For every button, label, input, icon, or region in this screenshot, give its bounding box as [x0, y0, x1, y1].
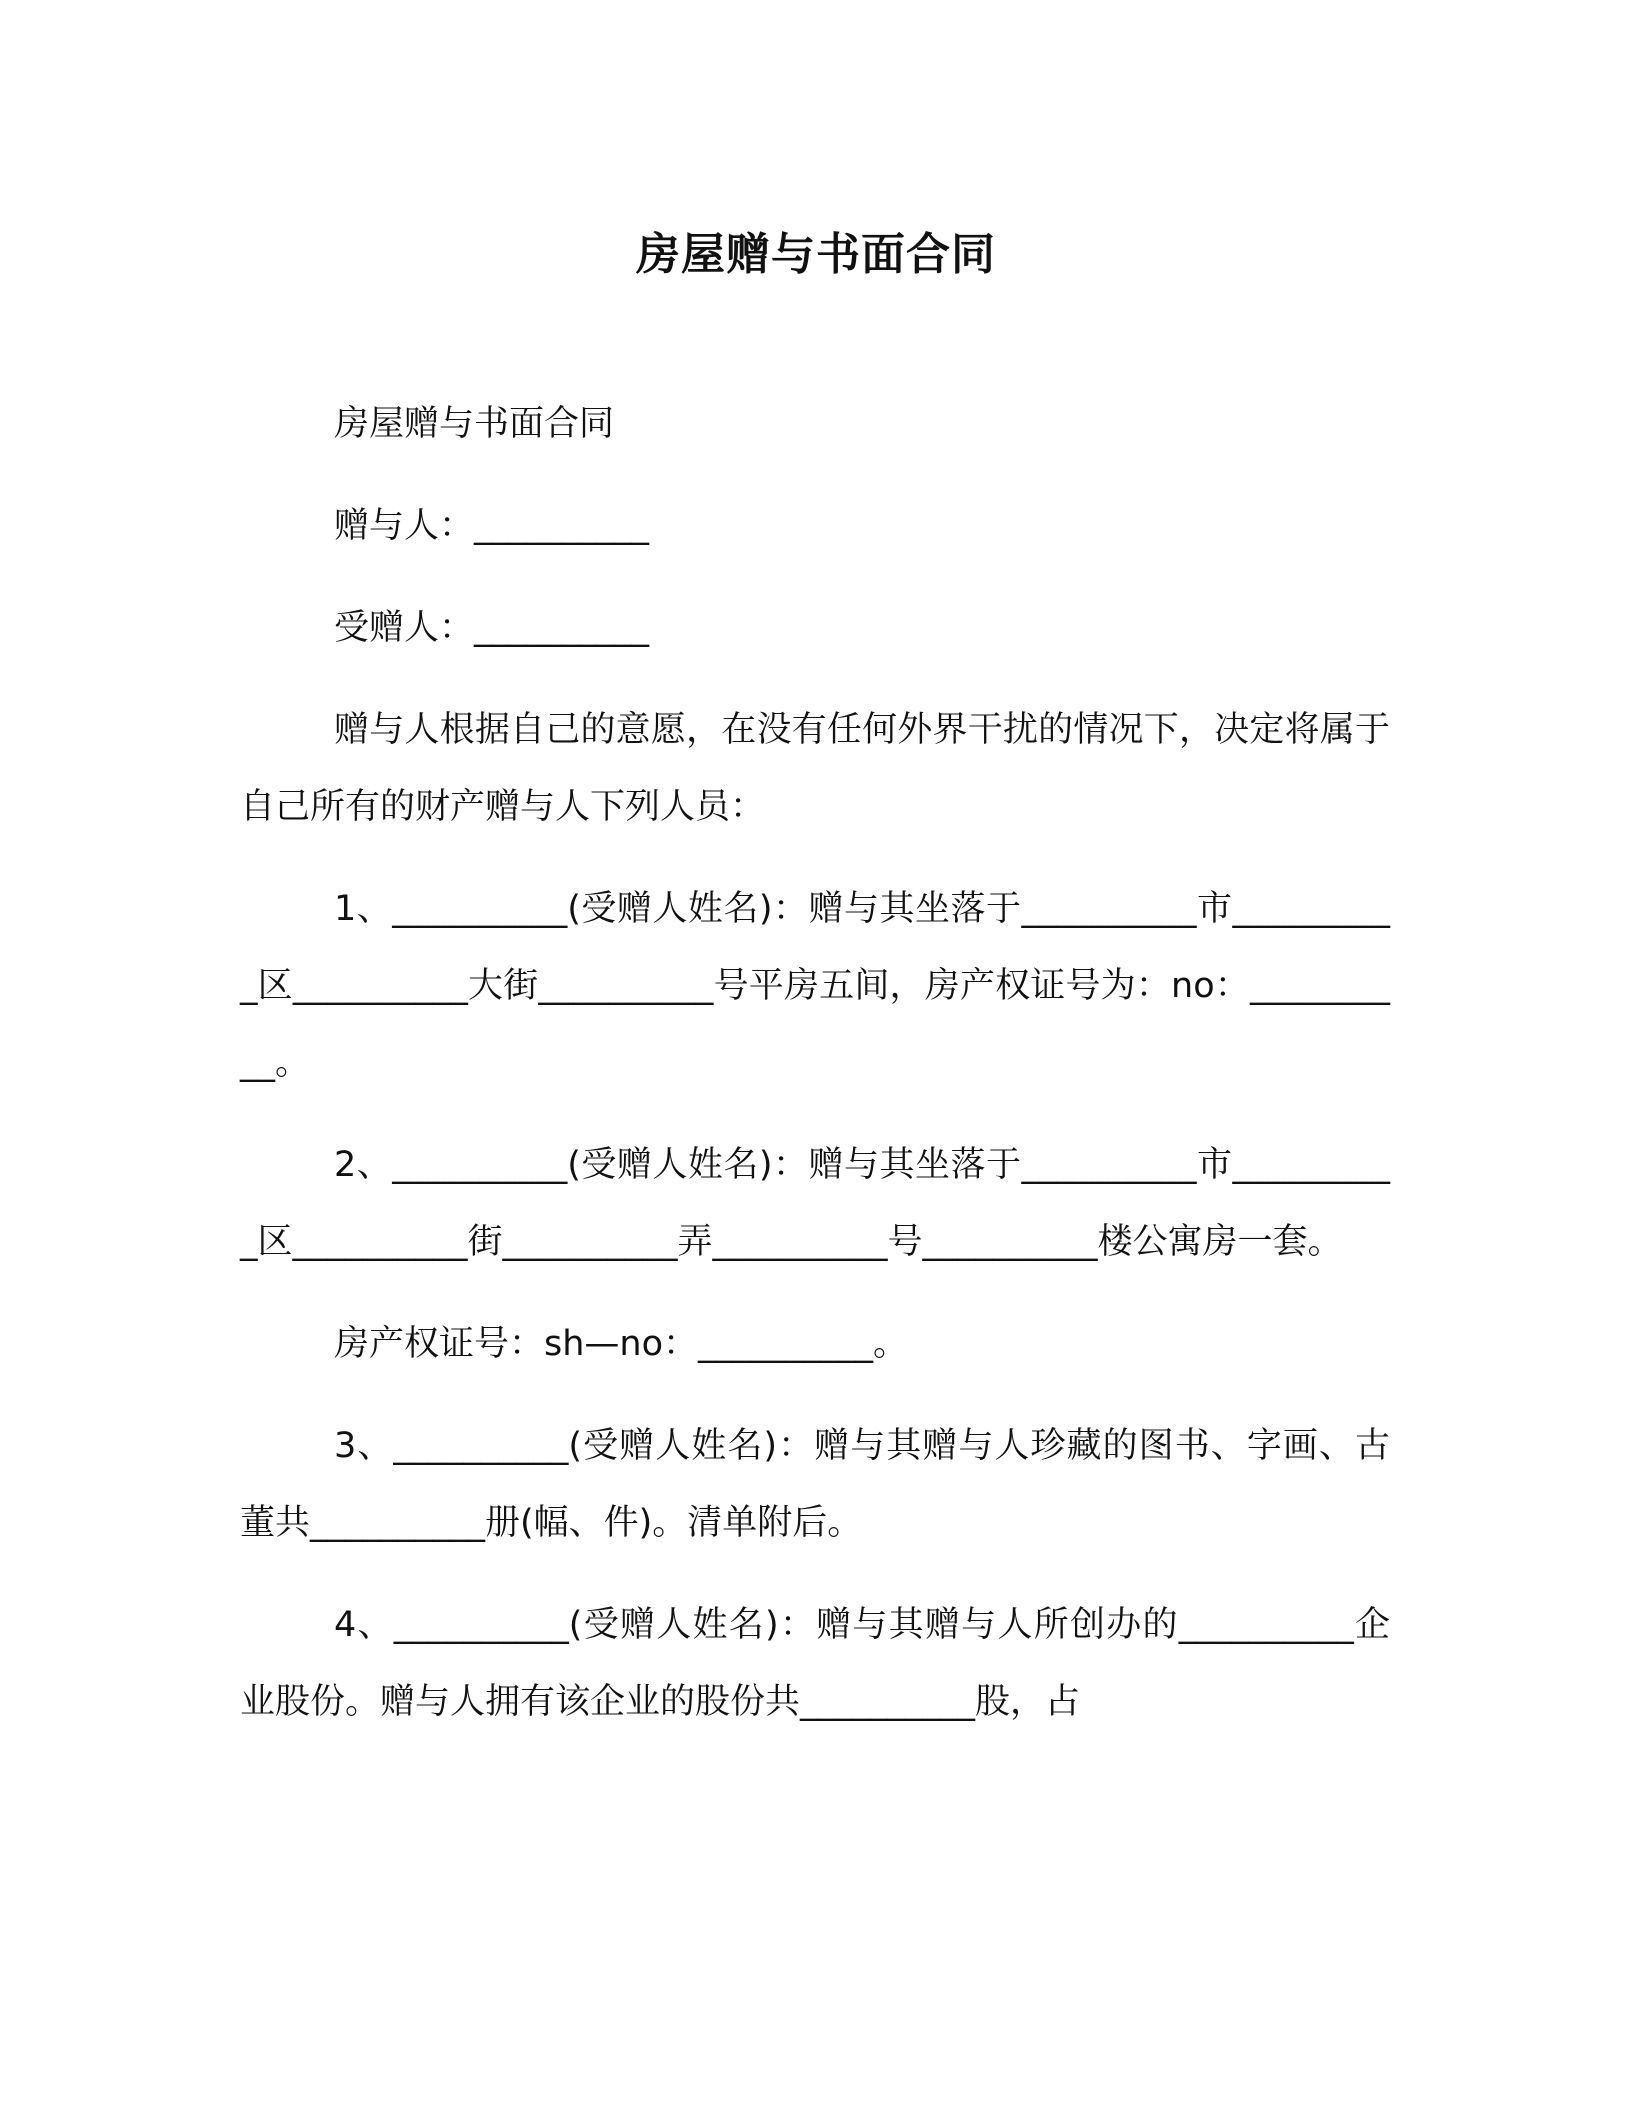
property-certificate-line: 房产权证号：sh—no：__________。 [334, 1324, 909, 1364]
document-title: 房屋赠与书面合同 [636, 229, 996, 280]
intro-paragraph: 赠与人根据自己的意愿，在没有任何外界干扰的情况下，决定将属于自己所有的财产赠与人下列人员： [240, 710, 1390, 827]
clause-3: 3、__________(受赠人姓名)：赠与其赠与人珍藏的图书、字画、古董共__________册(幅、件)。清单附后。 [240, 1426, 1390, 1543]
donor-line: 赠与人：__________ [334, 506, 650, 546]
clause-1: 1、__________(受赠人姓名)：赠与其坐落于__________市__________区__________大街__________号平房五间，房产权证号为：no：__________。 [240, 889, 1390, 1083]
contract-heading: 房屋赠与书面合同 [334, 404, 615, 444]
clause-2: 2、__________(受赠人姓名)：赠与其坐落于__________市__________区__________街__________弄__________号__________楼公寓房一套。 [240, 1145, 1390, 1262]
clause-4: 4、__________(受赠人姓名)：赠与其赠与人所创办的__________企业股份。赠与人拥有该企业的股份共__________股，占 [240, 1605, 1390, 1722]
recipient-line: 受赠人：__________ [334, 608, 650, 648]
document-body [240, 386, 1390, 1766]
